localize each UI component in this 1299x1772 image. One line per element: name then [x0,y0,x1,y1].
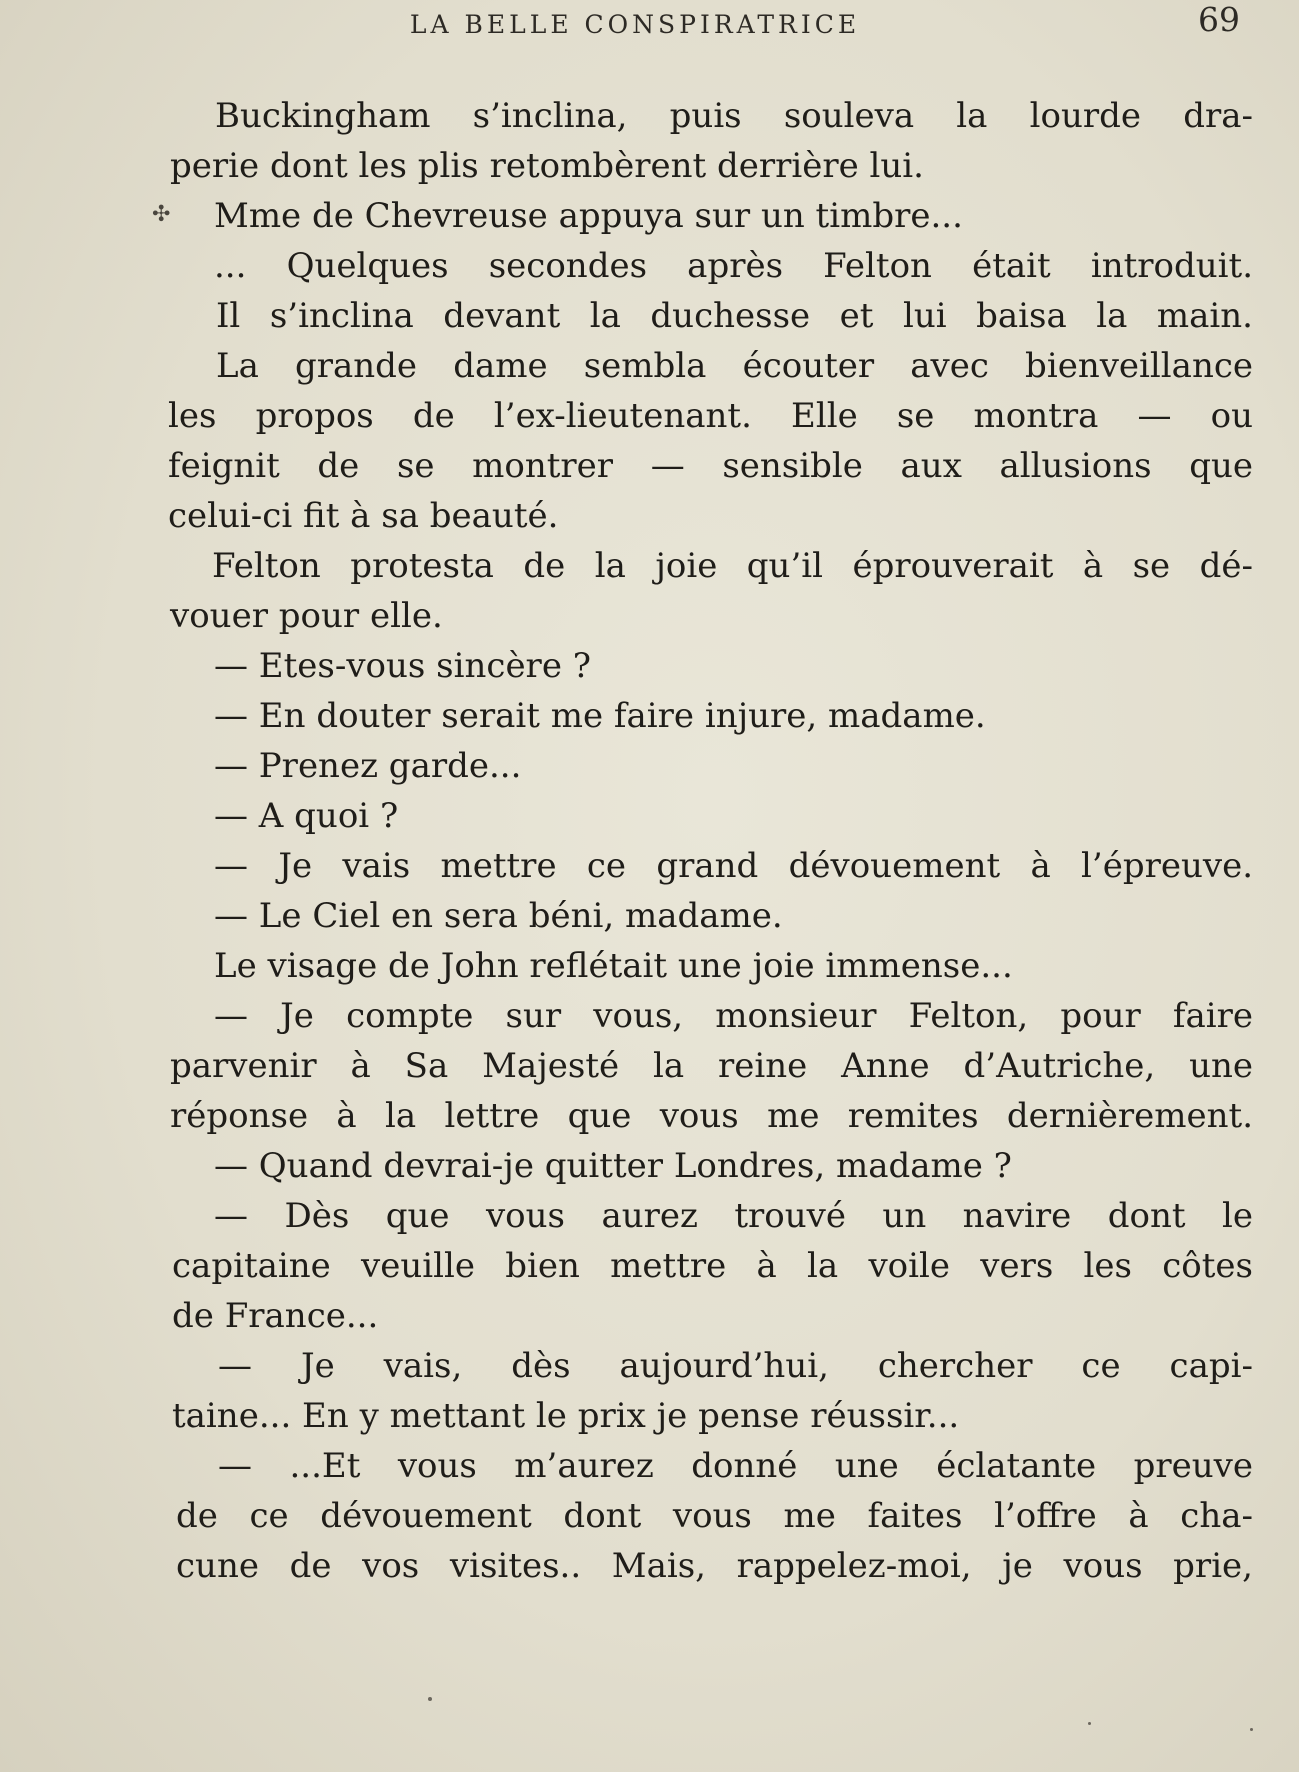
text-line: perie dont les plis retombèrent derrière lui. [170,146,924,186]
text-line: Felton protesta de la joie qu’il éprouverait à se dé- [212,546,1253,586]
text-line: — Etes-vous sincère ? [214,646,591,686]
text-line: Buckingham s’inclina, puis souleva la lourde dra- [215,96,1253,136]
text-line: Mme de Chevreuse appuya sur un timbre... [214,196,963,236]
body-text [0,91,1299,1591]
paper-speck [1088,1722,1091,1725]
text-line: parvenir à Sa Majesté la reine Anne d’Autriche, une [170,1046,1253,1086]
text-line: réponse à la lettre que vous me remites dernièrement. [170,1096,1253,1136]
text-line: La grande dame sembla écouter avec bienveillance [216,346,1253,386]
text-line: — Le Ciel en sera béni, madame. [214,896,783,936]
margin-mark-icon: ✣ [152,202,171,227]
text-line: les propos de l’ex-lieutenant. Elle se montra — ou [168,396,1253,436]
text-line: — Je vais mettre ce grand dévouement à l’épreuve. [214,846,1253,886]
text-line: — Je compte sur vous, monsieur Felton, pour faire [214,996,1253,1036]
text-line: celui-ci fit à sa beauté. [168,496,559,536]
text-line: capitaine veuille bien mettre à la voile vers les côtes [172,1246,1253,1286]
text-line: — Dès que vous aurez trouvé un navire dont le [214,1196,1253,1236]
paper-speck [1250,1728,1253,1731]
text-line: — Je vais, dès aujourd’hui, chercher ce capi- [218,1346,1253,1386]
text-line: cune de vos visites.. Mais, rappelez-moi, je vous prie, [176,1546,1253,1586]
text-line: taine... En y mettant le prix je pense réussir... [172,1396,960,1436]
page-number: 69 [1198,0,1240,39]
text-line: de ce dévouement dont vous me faites l’offre à cha- [176,1496,1253,1536]
text-line: — A quoi ? [214,796,399,836]
text-line: — ...Et vous m’aurez donné une éclatante preuve [218,1446,1253,1486]
text-line: — En douter serait me faire injure, madame. [214,696,986,736]
text-line: — Prenez garde... [214,746,522,786]
running-title: LA BELLE CONSPIRATRICE [409,10,861,39]
text-line: de France... [172,1296,379,1336]
text-line: feignit de se montrer — sensible aux allusions que [168,446,1253,486]
paper-speck [428,1697,432,1701]
text-line: — Quand devrai-je quitter Londres, madame ? [214,1146,1012,1186]
text-line: Il s’inclina devant la duchesse et lui baisa la main. [216,296,1253,336]
text-line: Le visage de John reflétait une joie immense... [214,946,1013,986]
text-line: ... Quelques secondes après Felton était introduit. [214,246,1253,286]
text-line: vouer pour elle. [170,596,443,636]
